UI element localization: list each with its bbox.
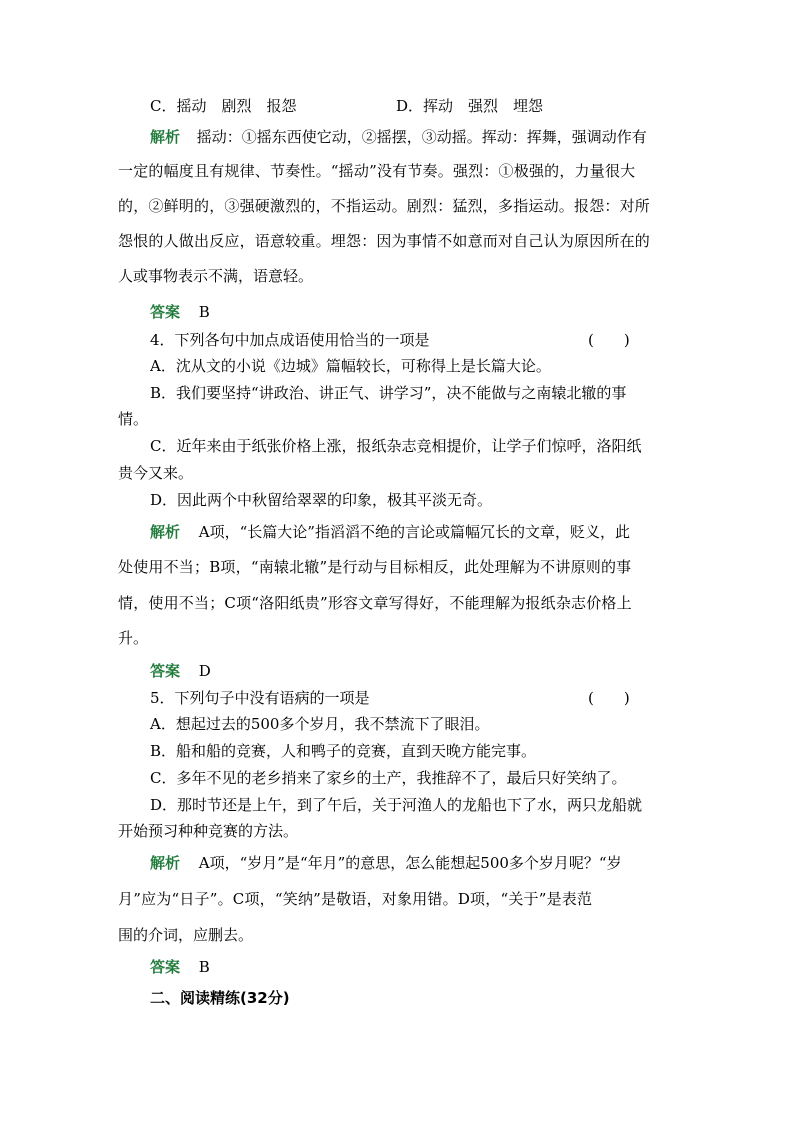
q3-analysis-label: 解析 [150, 128, 181, 146]
q3-analysis-line-2: 一定的幅度且有规律、节奏性。“摇动”没有节奏。强烈：①极强的，力量很大 [118, 162, 636, 180]
q5-answer-paren: ( ) [588, 689, 630, 707]
q5-analysis-label: 解析 [150, 854, 181, 872]
q4-option-b-cont: 情。 [118, 410, 149, 428]
q3-option-c: C．摇动 剧烈 报怨 [150, 97, 297, 115]
q4-option-c-cont: 贵今又来。 [118, 464, 194, 482]
q5-analysis-text-1: A项，“岁月”是“年月”的意思，怎么能想起500多个岁月呢？“岁 [198, 854, 622, 872]
q5-answer-value: B [198, 958, 210, 976]
q3-option-d: D．挥动 强烈 埋怨 [396, 97, 544, 115]
q3-answer-value: B [198, 303, 210, 321]
q4-analysis-line-2: 处使用不当；B项，“南辕北辙”是行动与目标相反，此处理解为不讲原则的事 [118, 558, 632, 576]
q5-option-d-cont: 开始预习种种竞赛的方法。 [118, 822, 299, 840]
q4-analysis-line-3: 情，使用不当；C项“洛阳纸贵”形容文章写得好，不能理解为报纸杂志价格上 [118, 594, 632, 612]
q5-option-b: B．船和船的竞赛，人和鸭子的竞赛，直到天晚方能完事。 [150, 742, 537, 760]
q5-analysis-line-2: 月”应为“日子”。C项，“笑纳”是敬语，对象用错。D项，“关于”是表范 [118, 890, 593, 908]
q3-analysis-line-3: 的，②鲜明的，③强硬激烈的，不指运动。剧烈：猛烈，多指运动。报怨：对所 [118, 197, 651, 215]
q5-stem: 5．下列句子中没有语病的一项是 [150, 689, 370, 707]
q4-analysis-label: 解析 [150, 523, 181, 541]
q3-analysis-line-5: 人或事物表示不满，语意轻。 [118, 267, 314, 285]
q3-answer-label: 答案 [150, 303, 181, 321]
q5-analysis-line-1 [150, 853, 674, 873]
q5-analysis-line-3: 围的介词，应删去。 [118, 926, 254, 944]
section-title: 二、阅读精练(32分) [150, 989, 290, 1007]
q4-answer-value: D [198, 662, 211, 680]
q3-answer [150, 302, 674, 322]
q5-option-a: A．想起过去的500多个岁月，我不禁流下了眼泪。 [150, 715, 490, 733]
q4-analysis-text-1: A项，“长篇大论”指滔滔不绝的言论或篇幅冗长的文章，贬义，此 [198, 523, 630, 541]
q3-analysis-line-4: 怨恨的人做出反应，语意较重。埋怨：因为事情不如意而对自己认为原因所在的 [118, 232, 651, 250]
q4-option-d: D．因此两个中秋留给翠翠的印象，极其平淡无奇。 [150, 491, 493, 509]
q4-option-a: A．沈从文的小说《边城》篇幅较长，可称得上是长篇大论。 [150, 357, 551, 375]
q3-options-row [150, 96, 674, 116]
q5-option-c: C．多年不见的老乡捎来了家乡的土产，我推辞不了，最后只好笑纳了。 [150, 769, 627, 787]
q4-answer-paren: ( ) [588, 331, 630, 349]
q3-analysis-text-1: 摇动：①摇东西使它动，②摇摆，③动摇。挥动：挥舞，强调动作有 [196, 128, 647, 146]
q4-analysis-line-4: 升。 [118, 629, 149, 647]
q4-option-b: B．我们要坚持“讲政治、讲正气、讲学习”，决不能做与之南辕北辙的事 [150, 384, 627, 402]
q4-analysis-line-1 [150, 522, 674, 542]
q3-analysis-line-1 [150, 127, 674, 147]
q4-stem: 4．下列各句中加点成语使用恰当的一项是 [150, 331, 430, 349]
q5-stem-row [150, 688, 674, 708]
q5-answer-label: 答案 [150, 958, 181, 976]
q4-answer [150, 661, 674, 681]
q4-stem-row [150, 330, 674, 350]
q4-answer-label: 答案 [150, 662, 181, 680]
q4-option-c: C．近年来由于纸张价格上涨，报纸杂志竞相提价，让学子们惊呼，洛阳纸 [150, 437, 642, 455]
q5-answer [150, 957, 674, 977]
q5-option-d: D．那时节还是上午，到了午后，关于河渔人的龙船也下了水，两只龙船就 [150, 796, 643, 814]
